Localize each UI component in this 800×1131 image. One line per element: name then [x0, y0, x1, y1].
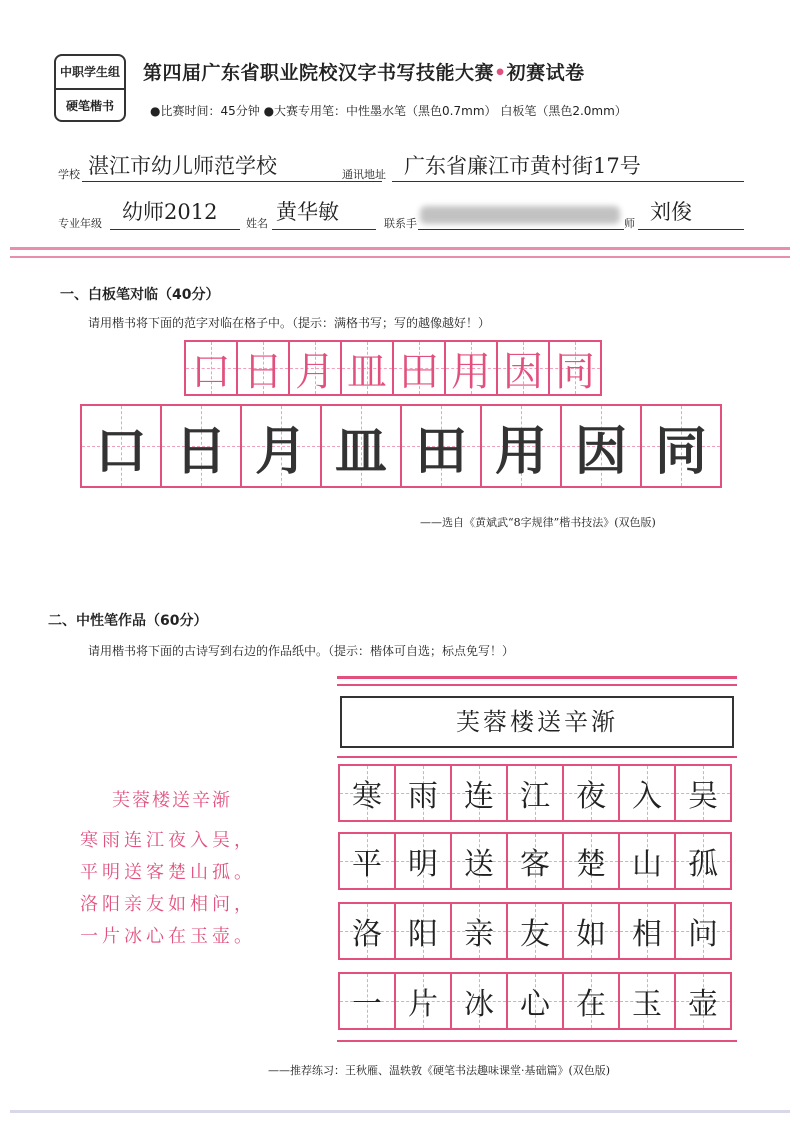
name-value: 黄华敏 — [276, 200, 339, 224]
model-cell-char: 月 — [295, 348, 335, 395]
phone-redacted — [420, 206, 620, 224]
model-cell — [496, 340, 550, 396]
section2-heading: 二、中性笔作品（60分） — [48, 613, 208, 629]
work-cell-char: 友 — [520, 917, 550, 952]
practice-cell — [640, 404, 722, 488]
address-value: 广东省廉江市黄村街17号 — [404, 154, 641, 178]
practice-cell-char: 用 — [494, 421, 547, 482]
work-cell-char: 如 — [576, 917, 606, 952]
exam-pen: ●大赛专用笔：中性墨水笔（黑色0.7mm） 白板笔（黑色2.0mm） — [263, 104, 627, 118]
work-cell — [674, 764, 732, 822]
section2-instruction: 请用楷书将下面的古诗写到右边的作品纸中。（提示：楷体可自选；标点免写！） — [88, 644, 515, 658]
work-title-underline — [337, 756, 737, 758]
practice-cell — [160, 404, 242, 488]
address-underline — [392, 181, 744, 182]
work-cell-char: 吴 — [688, 779, 718, 814]
work-cell — [674, 902, 732, 960]
work-cell — [450, 832, 508, 890]
work-cell-char: 雨 — [408, 779, 438, 814]
model-cell-char: 口 — [191, 348, 231, 395]
school-underline — [82, 181, 382, 182]
work-cell-char: 洛 — [352, 917, 382, 952]
poem-line: 寒雨连江夜入吴， — [80, 830, 256, 851]
work-cell-char: 入 — [632, 779, 662, 814]
practice-cell-char: 日 — [174, 421, 227, 482]
title-main: 第四届广东省职业院校汉字书写技能大赛 — [143, 62, 495, 84]
work-cell-char: 冰 — [464, 987, 494, 1022]
address-label: 通讯地址 — [342, 168, 386, 181]
work-cell-char: 江 — [520, 779, 550, 814]
work-cell — [506, 832, 564, 890]
work-cell — [618, 832, 676, 890]
work-cell-char: 送 — [464, 847, 494, 882]
work-row — [338, 764, 730, 822]
model-cell-char: 用 — [451, 348, 491, 395]
model-cell-char: 同 — [555, 348, 595, 395]
work-cell — [674, 832, 732, 890]
work-row — [338, 972, 730, 1030]
practice-cell — [320, 404, 402, 488]
major-label: 专业年级 — [58, 217, 102, 230]
practice-grid — [80, 404, 720, 488]
work-top-line — [337, 676, 737, 679]
work-cell — [394, 902, 452, 960]
work-cell — [562, 832, 620, 890]
model-cell-char: 日 — [243, 348, 283, 395]
poem-line: 一片冰心在玉壶。 — [80, 926, 256, 947]
work-cell-char: 寒 — [352, 779, 382, 814]
practice-cell-char: 口 — [94, 421, 147, 482]
practice-cell-char: 月 — [254, 421, 307, 482]
major-value: 幼师2012 — [122, 200, 218, 224]
work-cell-char: 夜 — [576, 779, 606, 814]
bottom-edge — [10, 1110, 790, 1113]
practice-cell — [400, 404, 482, 488]
badge-bottom: 硬笔楷书 — [65, 99, 114, 113]
model-cell — [392, 340, 446, 396]
school-value: 湛江市幼儿师范学校 — [88, 154, 277, 178]
work-cell-char: 客 — [520, 847, 550, 882]
work-cell — [450, 972, 508, 1030]
work-cell-char: 心 — [520, 987, 550, 1022]
work-cell — [506, 972, 564, 1030]
work-top-line-2 — [337, 684, 737, 686]
teacher-value: 刘俊 — [650, 200, 692, 224]
work-cell — [338, 902, 396, 960]
exam-info — [150, 102, 627, 119]
category-badge — [54, 54, 126, 122]
work-cell-char: 孤 — [688, 847, 718, 882]
work-cell-char: 问 — [688, 917, 718, 952]
practice-cell-char: 皿 — [334, 421, 387, 482]
work-bottom-line — [337, 1040, 737, 1042]
work-cell-char: 明 — [408, 847, 438, 882]
work-cell — [394, 832, 452, 890]
work-cell — [618, 902, 676, 960]
practice-cell — [80, 404, 162, 488]
teacher-label: 师 — [624, 217, 635, 230]
model-cell — [184, 340, 238, 396]
badge-top: 中职学生组 — [56, 56, 124, 90]
work-cell — [562, 764, 620, 822]
model-cell-char: 皿 — [347, 348, 387, 395]
work-cell-char: 连 — [464, 779, 494, 814]
practice-cell-char: 田 — [414, 421, 467, 482]
work-cell-char: 玉 — [632, 987, 662, 1022]
poem-line: 平明送客楚山孤。 — [80, 862, 256, 883]
practice-cell — [560, 404, 642, 488]
recommend-text: ——推荐练习：王秋雁、温轶敦《硬笔书法趣味课堂·基础篇》(双色版) — [268, 1064, 611, 1077]
poem-title: 芙蓉楼送辛渐 — [112, 790, 232, 811]
work-cell — [338, 832, 396, 890]
model-cell — [236, 340, 290, 396]
work-cell — [674, 972, 732, 1030]
practice-cell-char: 同 — [654, 421, 707, 482]
work-cell — [506, 902, 564, 960]
teacher-underline — [638, 229, 744, 230]
title-dot: • — [494, 62, 507, 84]
work-cell-char: 平 — [352, 847, 382, 882]
model-cell — [340, 340, 394, 396]
poem-line: 洛阳亲友如相问， — [80, 894, 256, 915]
phone-label: 联系手 — [384, 217, 417, 230]
work-cell-char: 在 — [576, 987, 606, 1022]
work-cell — [618, 972, 676, 1030]
work-title: 芙蓉楼送辛渐 — [340, 696, 734, 748]
section1-instruction: 请用楷书将下面的范字对临在格子中。（提示：满格书写；写的越像越好！） — [88, 316, 491, 330]
school-label: 学校 — [58, 168, 80, 181]
work-cell-char: 亲 — [464, 917, 494, 952]
title-suffix: 初赛试卷 — [506, 62, 585, 84]
header-divider — [10, 247, 790, 250]
work-cell — [394, 972, 452, 1030]
work-cell-char: 壶 — [688, 987, 718, 1022]
work-cell-char: 一 — [352, 987, 382, 1022]
work-cell — [562, 902, 620, 960]
model-cell-char: 因 — [503, 348, 543, 395]
model-grid — [184, 340, 600, 396]
work-cell — [394, 764, 452, 822]
header-divider-2 — [10, 256, 790, 258]
work-row — [338, 902, 730, 960]
name-label: 姓名 — [246, 217, 268, 230]
work-cell-char: 山 — [632, 847, 662, 882]
work-cell — [338, 972, 396, 1030]
model-cell-char: 田 — [399, 348, 439, 395]
work-cell-char: 楚 — [576, 847, 606, 882]
phone-underline — [418, 229, 624, 230]
work-cell — [450, 902, 508, 960]
section1-heading: 一、白板笔对临（40分） — [60, 287, 220, 303]
page-title — [143, 58, 585, 85]
work-cell — [450, 764, 508, 822]
practice-cell — [240, 404, 322, 488]
section1-source: ——选自《黄斌武“8字规律”楷书技法》(双色版) — [420, 516, 656, 529]
name-underline — [272, 229, 376, 230]
model-cell — [288, 340, 342, 396]
practice-cell — [480, 404, 562, 488]
model-cell — [548, 340, 602, 396]
work-cell — [562, 972, 620, 1030]
work-cell-char: 相 — [632, 917, 662, 952]
model-cell — [444, 340, 498, 396]
major-underline — [110, 229, 240, 230]
practice-cell-char: 因 — [574, 421, 627, 482]
work-cell — [506, 764, 564, 822]
work-cell — [618, 764, 676, 822]
work-row — [338, 832, 730, 890]
exam-time: ●比赛时间：45分钟 — [150, 104, 260, 118]
work-cell-char: 阳 — [408, 917, 438, 952]
work-cell-char: 片 — [408, 987, 438, 1022]
work-cell — [338, 764, 396, 822]
